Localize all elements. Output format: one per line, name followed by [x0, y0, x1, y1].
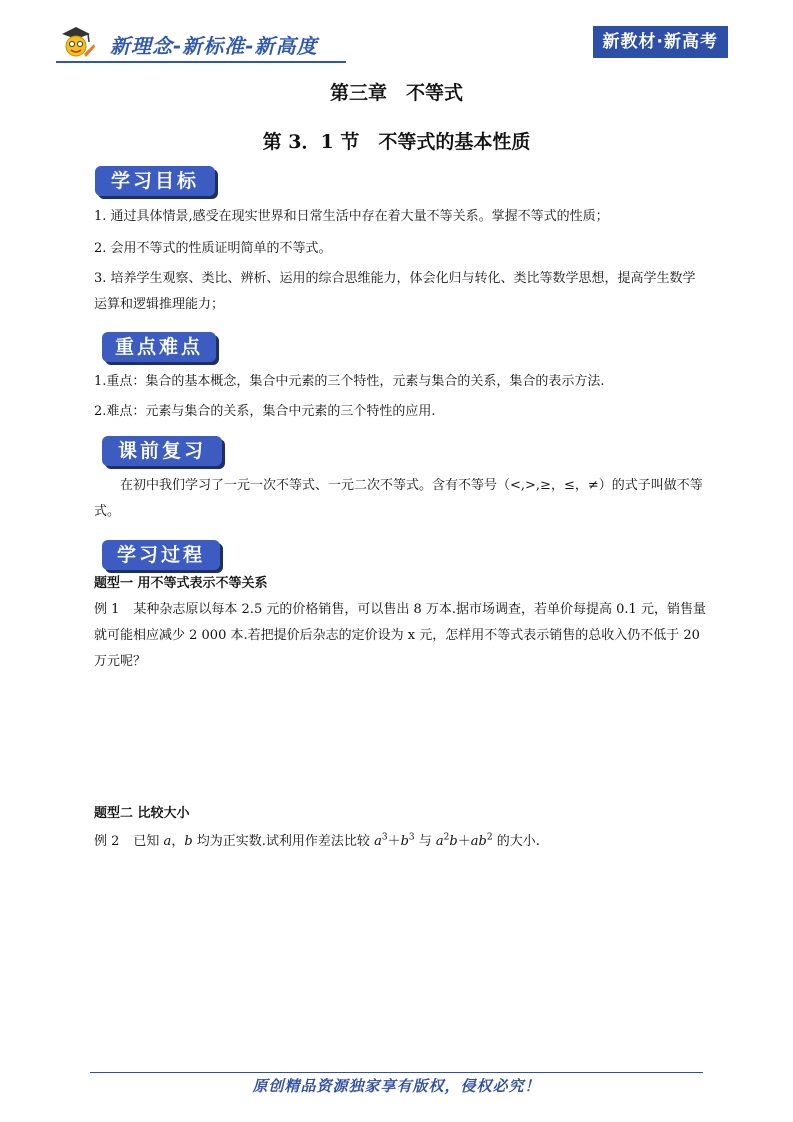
var-b: b — [400, 834, 409, 849]
brand-badge: 新教材·新高考 — [593, 26, 728, 58]
objective-item-1: 1. 通过具体情景,感受在现实世界和日常生活中存在着大量不等关系。掌握不等式的性质； — [94, 209, 609, 224]
var-b: b — [449, 834, 458, 849]
example-2-text-end: 的大小. — [492, 834, 540, 849]
copyright-footer: 原创精品资源独家享有版权，侵权必究！ — [252, 1077, 541, 1095]
example-2-label: 例 2 — [94, 834, 120, 849]
plus-sign: ＋ — [387, 834, 401, 849]
example-2-text-start: 已知 — [133, 834, 164, 849]
key-point-item-2: 2.难点：元素与集合的关系，集合中元素的三个特性的应用. — [94, 404, 436, 419]
page-header — [52, 20, 732, 64]
chapter-title: 第三章 不等式 — [329, 82, 463, 104]
plus-sign: ＋ — [457, 834, 471, 849]
section-title: 第 3．1 节 不等式的基本性质 — [262, 131, 531, 153]
expr-mixed-terms — [436, 834, 493, 849]
exponent: 3 — [381, 832, 388, 843]
var-b: b — [184, 834, 193, 849]
var-a: a — [374, 834, 382, 849]
example-2-text-mid: 均为正实数.试利用作差法比较 — [192, 834, 375, 849]
review-badge: 课前复习 — [102, 436, 222, 466]
objectives-badge: 学习目标 — [95, 166, 215, 196]
key-points-badge: 重点难点 — [102, 332, 216, 362]
example-1 — [94, 597, 706, 675]
key-point-item-1: 1.重点：集合的基本概念，集合中元素的三个特性，元素与集合的关系，集合的表示方法. — [94, 374, 605, 389]
question-type-1-title: 题型一 用不等式表示不等关系 — [94, 576, 268, 591]
mascot-logo-icon — [56, 24, 96, 62]
example-2 — [94, 829, 706, 855]
var-a: a — [435, 834, 444, 849]
exponent: 3 — [408, 832, 415, 843]
example-1-text: 某种杂志原以每本 2.5 元的价格销售，可以售出 8 万本.据市场调查，若单价每提高 0.1 元，销售量就可能相应减少 2 000 本.若把提价后杂志的定价设为 x 元，怎样用不等式表示销售的总收入仍不低于 20 万元呢？ — [94, 602, 706, 669]
footer-divider — [90, 1072, 703, 1073]
var-a: a — [163, 834, 172, 849]
objective-item-3: 3. 培养学生观察、类比、辨析、运用的综合思维能力，体会化归与转化、类比等数学思想，提高学生数学运算和逻辑推理能力； — [94, 271, 696, 312]
exponent: 2 — [443, 832, 450, 843]
example-1-label: 例 1 — [94, 602, 120, 617]
header-divider — [56, 61, 346, 63]
exponent: 2 — [486, 832, 493, 843]
example-2-comma: ， — [171, 834, 185, 849]
question-type-2-title: 题型二 比较大小 — [94, 806, 190, 821]
var-b: b — [478, 834, 487, 849]
review-text: 在初中我们学习了一元一次不等式、一元二次不等式。含有不等号（<,>,≥，≤，≠）的式子叫做不等式。 — [94, 478, 703, 519]
objective-item-2: 2. 会用不等式的性质证明简单的不等式。 — [94, 241, 332, 256]
process-badge: 学习过程 — [102, 540, 220, 570]
expr-sum-of-cubes — [374, 834, 415, 849]
brand-slogan: 新理念-新标准-新高度 — [110, 34, 318, 58]
example-2-and: 与 — [414, 834, 436, 849]
var-a: a — [470, 834, 479, 849]
